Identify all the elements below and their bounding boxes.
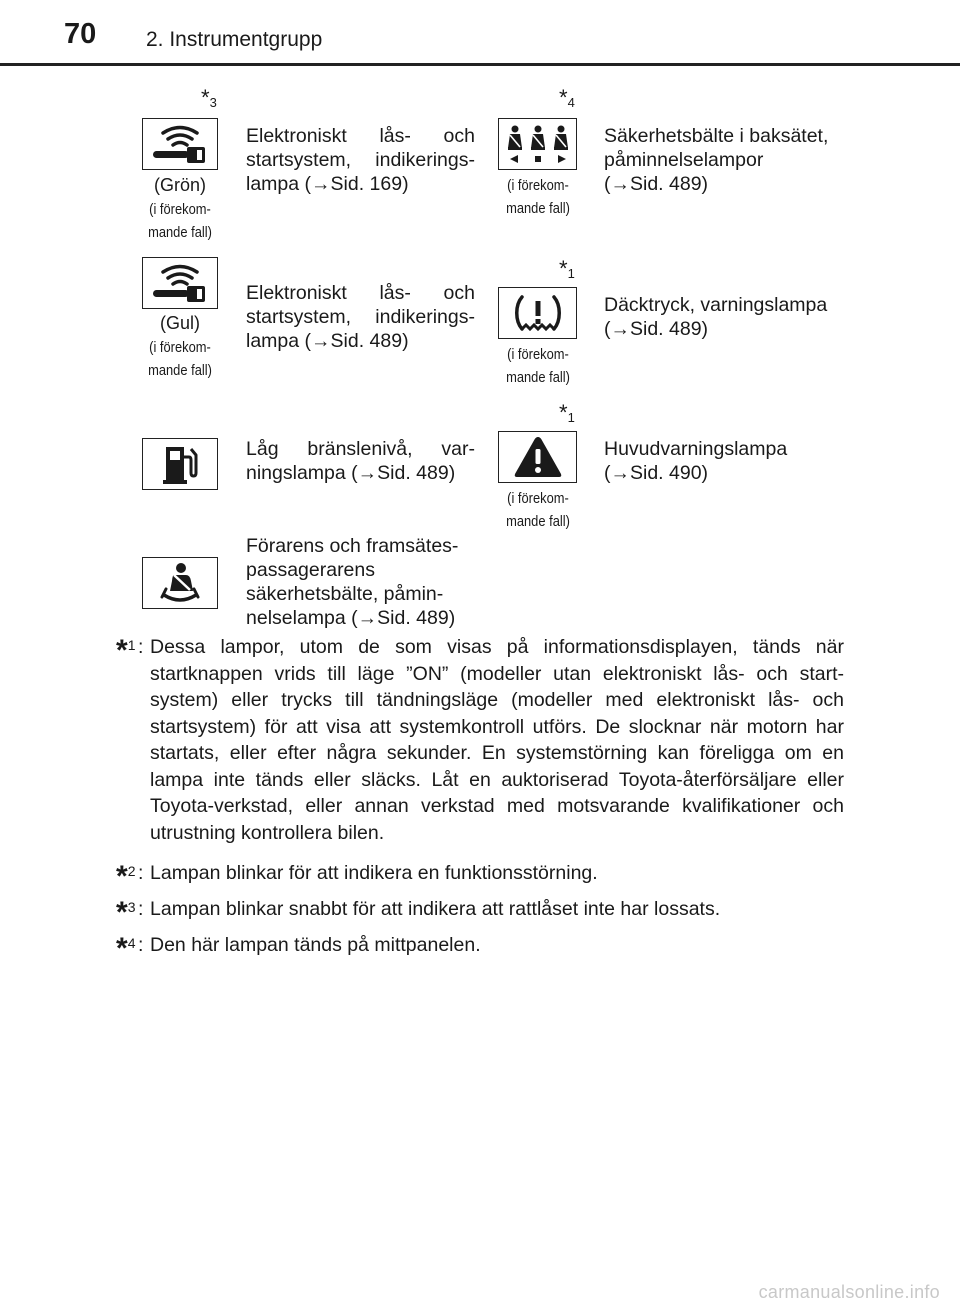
arrow-right-icon: → xyxy=(357,607,378,629)
note-marker: $*_4$ xyxy=(559,85,575,110)
page-number: 70 xyxy=(64,18,97,50)
chapter-title: 2. Instrumentgrupp xyxy=(146,28,323,51)
smart-key-indicator-icon xyxy=(142,257,218,309)
fuel-pump-icon xyxy=(142,438,218,490)
optional-note: (i förekom- mande fall) xyxy=(506,490,570,530)
arrow-right-icon: → xyxy=(311,330,331,352)
optional-note: (i förekom- mande fall) xyxy=(506,346,570,386)
lamp-description: Huvudvarningslampa (→Sid. 490) xyxy=(604,438,788,484)
footer-watermark: carmanualsonline.info xyxy=(758,1282,940,1302)
footnote xyxy=(116,634,844,846)
lamp-color-caption: (Grön) xyxy=(153,175,206,195)
lamp-description: Däcktryck, varningslampa (→Sid. 489) xyxy=(604,294,828,340)
footnote-marker: $*_1$ xyxy=(116,634,136,667)
arrow-right-icon: → xyxy=(610,318,630,340)
rear-seatbelt-reminder-icon xyxy=(498,118,577,170)
footnote xyxy=(116,896,844,929)
master-warning-icon xyxy=(498,431,577,483)
note-marker: $*_3$ xyxy=(201,85,217,110)
footnote-marker: $*_4$ xyxy=(116,932,136,965)
footnote xyxy=(116,860,844,893)
footnote-marker: $*_2$ xyxy=(116,860,136,893)
footnote-text: Dessa lampor, utom de som visas på informationsdisplayen, tänds när startknappen vrids till läge ”ON” (modeller utan elektroniskt lås- och start-system) eller trycks till tändningsläge (modeller med elektroniskt lås- och startsystem) för att visa att systemkontroll utförs. De slocknar när motorn har startats, eller efter några sekunder. En systemstörning kan föreligga om en lampa inte tänds eller släcks. Låt en auktoriserad Toyota-återförsäljare eller Toyota-verkstad, eller annan verkstad med motsvarande kvalifikationer och utrustning kontrollera bilen. xyxy=(150,636,844,844)
footnote-text: Den här lampan tänds på mittpanelen. xyxy=(150,934,481,956)
footnote-colon: : xyxy=(138,898,144,920)
arrow-right-icon: → xyxy=(610,462,630,484)
footnote-marker: $*_3$ xyxy=(116,896,136,929)
tire-pressure-warning-icon xyxy=(498,287,577,339)
footnote-colon: : xyxy=(138,636,144,658)
footnote-text: Lampan blinkar för att indikera en funktionsstörning. xyxy=(150,862,598,884)
footnote-colon: : xyxy=(138,862,144,884)
lamp-description: Låg bränslenivå, var-ningslampa (→Sid. 489) xyxy=(246,438,475,484)
footnote-colon: : xyxy=(138,934,144,956)
arrow-right-icon: → xyxy=(311,173,331,195)
lamp-description: Säkerhetsbälte i baksätet, påminnelselampor (→Sid. 489) xyxy=(604,125,829,195)
optional-note: (i förekom- mande fall) xyxy=(148,339,212,379)
header-rule xyxy=(0,63,960,66)
arrow-right-icon: → xyxy=(357,462,378,484)
seatbelt-reminder-icon xyxy=(142,557,218,609)
lamp-description: Elektroniskt lås- och startsystem, indikerings-lampa (→Sid. 489) xyxy=(246,282,475,352)
footnote xyxy=(116,932,844,965)
lamp-color-caption: (Gul) xyxy=(160,313,200,333)
footnote-text: Lampan blinkar snabbt för att indikera att rattlåset inte har lossats. xyxy=(150,898,721,920)
smart-key-indicator-icon xyxy=(142,118,218,170)
optional-note: (i förekom- mande fall) xyxy=(506,177,570,217)
note-marker: $*_1$ xyxy=(559,400,575,425)
arrow-right-icon: → xyxy=(610,173,630,195)
lamp-description: Förarens och framsätes-passagerarens säkerhetsbälte, påmin-nelselampa (→Sid. 489) xyxy=(246,535,459,629)
lamp-description: Elektroniskt lås- och startsystem, indikerings-lampa (→Sid. 169) xyxy=(246,125,475,195)
note-marker: $*_1$ xyxy=(559,256,575,281)
optional-note: (i förekom- mande fall) xyxy=(148,201,212,241)
